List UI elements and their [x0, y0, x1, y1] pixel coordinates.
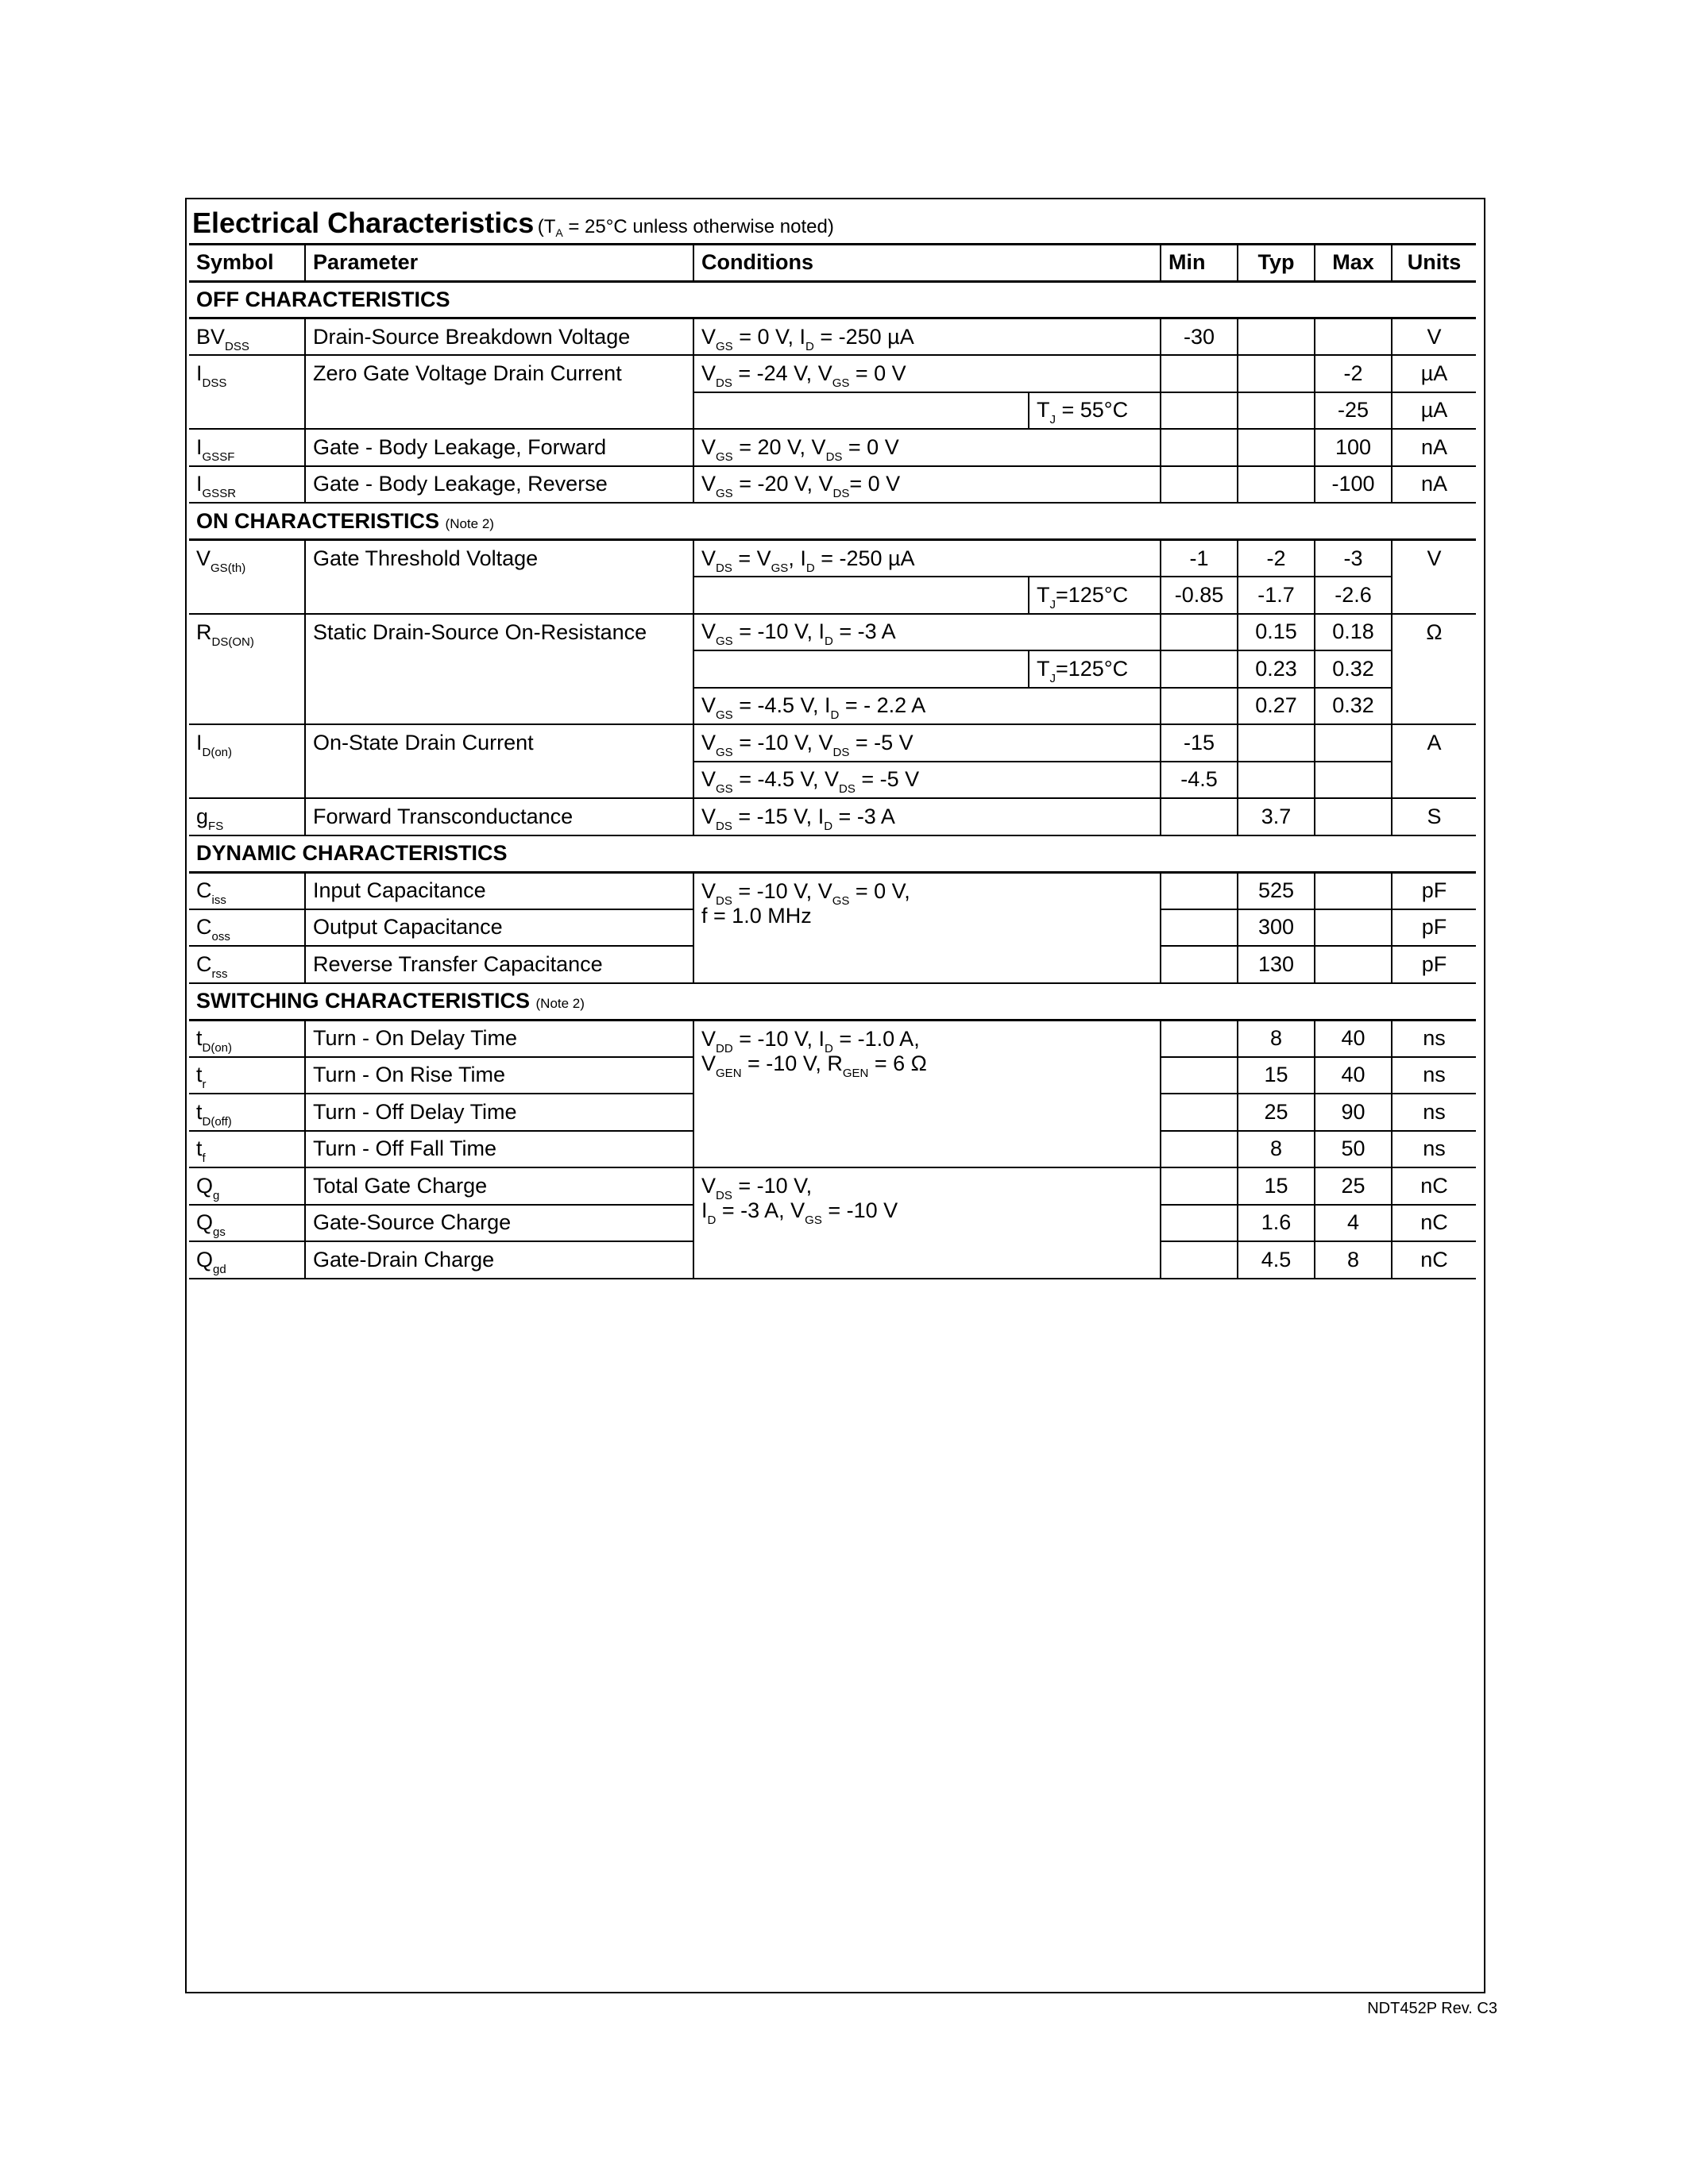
typ-cell: 0.15 [1238, 614, 1315, 651]
units-cell: ns [1392, 1057, 1476, 1094]
symbol-cell: $g_{FS}$ [189, 798, 305, 835]
typ-cell [1238, 429, 1315, 466]
table-row [189, 429, 1476, 466]
min-cell: -1 [1161, 540, 1238, 577]
table-row [189, 614, 1476, 651]
table-title [192, 203, 834, 243]
min-cell [1161, 650, 1238, 688]
header-min: Min [1161, 245, 1238, 282]
table-row [189, 318, 1476, 356]
symbol-cell: $t_r$ [189, 1057, 305, 1094]
section-row [189, 835, 1476, 873]
typ-cell [1238, 466, 1315, 504]
title-main: Electrical Characteristics [192, 206, 535, 239]
typ-cell: 130 [1238, 946, 1315, 983]
min-cell [1161, 614, 1238, 651]
table-row [189, 466, 1476, 504]
typ-cell [1238, 724, 1315, 762]
min-cell [1161, 1131, 1238, 1168]
symbol-cell: $C_{oss}$ [189, 909, 305, 947]
min-cell [1161, 909, 1238, 947]
section-row [189, 983, 1476, 1021]
max-cell: 90 [1315, 1094, 1392, 1131]
symbol-cell: $I_{GSSF}$ [189, 429, 305, 466]
condition-cell: $V_{GS} = -10$ V, $V_{DS} = -5$ V [693, 724, 1161, 762]
min-cell [1161, 466, 1238, 504]
parameter-cell: Gate-Source Charge [305, 1205, 693, 1242]
condition-line: $V_{DS} = -10$ V, [701, 1174, 813, 1202]
section-switching: SWITCHING CHARACTERISTICS (Note 2) [189, 983, 1476, 1021]
max-cell: 0.32 [1315, 650, 1392, 688]
units-cell: nA [1392, 466, 1476, 504]
units-cell: pF [1392, 872, 1476, 909]
symbol-cell: $Q_{gd}$ [189, 1241, 305, 1279]
typ-cell: 8 [1238, 1020, 1315, 1057]
symbol-cell: $t_{D(off)}$ [189, 1094, 305, 1131]
max-cell: -2 [1315, 355, 1392, 392]
typ-cell: 8 [1238, 1131, 1315, 1168]
max-cell [1315, 762, 1392, 799]
condition-cell: $V_{GS} = 0$ V, $I_D = -250$ µA [693, 318, 1161, 356]
symbol-cell: $t_f$ [189, 1131, 305, 1168]
condition-cell: $V_{DS} = V_{GS}$, $I_D = -250$ µA [693, 540, 1161, 577]
condition-line: $V_{GEN} = -10$ V, $R_{GEN} = 6$ Ω [701, 1051, 927, 1080]
parameter-cell: Forward Transconductance [305, 798, 693, 835]
typ-cell: 3.7 [1238, 798, 1315, 835]
parameter-cell: Turn - On Rise Time [305, 1057, 693, 1094]
table-row [189, 540, 1476, 577]
condition-line: f = 1.0 MHz [701, 903, 812, 928]
symbol-cell: $t_{D(on)}$ [189, 1020, 305, 1057]
table-row [189, 355, 1476, 392]
units-cell: nC [1392, 1205, 1476, 1242]
min-cell [1161, 1205, 1238, 1242]
table-row [189, 872, 1476, 909]
group-condition-cell [693, 872, 1161, 983]
max-cell: -100 [1315, 466, 1392, 504]
typ-cell: 25 [1238, 1094, 1315, 1131]
header-symbol: Symbol [189, 245, 305, 282]
parameter-cell: Total Gate Charge [305, 1167, 693, 1205]
condition-line: $V_{DD} = -10$ V, $I_D = -1.0$ A, [701, 1026, 920, 1055]
typ-cell: 525 [1238, 872, 1315, 909]
header-max: Max [1315, 245, 1392, 282]
symbol-cell: $I_{D(on)}$ [189, 724, 305, 798]
max-cell: 8 [1315, 1241, 1392, 1279]
min-cell [1161, 355, 1238, 392]
group-condition-cell [693, 1167, 1161, 1279]
typ-cell: 0.23 [1238, 650, 1315, 688]
typ-cell: 15 [1238, 1057, 1315, 1094]
max-cell [1315, 946, 1392, 983]
condition-spacer [693, 650, 1029, 688]
units-cell: V [1392, 540, 1476, 614]
parameter-cell: Turn - Off Delay Time [305, 1094, 693, 1131]
units-cell: nC [1392, 1167, 1476, 1205]
tj-condition-cell: $T_J=125^\circ C$ [1029, 577, 1161, 614]
parameter-cell: Gate-Drain Charge [305, 1241, 693, 1279]
max-cell [1315, 724, 1392, 762]
max-cell [1315, 798, 1392, 835]
typ-cell [1238, 318, 1315, 356]
condition-cell: $V_{GS} = -20$ V, $V_{DS}= 0$ V [693, 466, 1161, 504]
condition-cell: $V_{DS} = -24$ V, $V_{GS} = 0$ V [693, 355, 1161, 392]
min-cell: -0.85 [1161, 577, 1238, 614]
typ-cell [1238, 762, 1315, 799]
section-row [189, 281, 1476, 318]
min-cell [1161, 1057, 1238, 1094]
max-cell: 40 [1315, 1057, 1392, 1094]
max-cell [1315, 318, 1392, 356]
units-cell: nC [1392, 1241, 1476, 1279]
typ-cell: -1.7 [1238, 577, 1315, 614]
section-row [189, 503, 1476, 540]
condition-line: $V_{DS} = -10$ V, $V_{GS} = 0$ V, [701, 878, 910, 908]
typ-cell: -2 [1238, 540, 1315, 577]
max-cell: 4 [1315, 1205, 1392, 1242]
symbol-cell: $BV_{DSS}$ [189, 318, 305, 356]
condition-cell: $V_{DS} = -15$ V, $I_D = -3$ A [693, 798, 1161, 835]
max-cell: 100 [1315, 429, 1392, 466]
parameter-cell: Output Capacitance [305, 909, 693, 947]
header-units: Units [1392, 245, 1476, 282]
units-cell: pF [1392, 946, 1476, 983]
table-row [189, 798, 1476, 835]
min-cell [1161, 798, 1238, 835]
parameter-cell: Drain-Source Breakdown Voltage [305, 318, 693, 356]
min-cell: -4.5 [1161, 762, 1238, 799]
parameter-cell: Turn - On Delay Time [305, 1020, 693, 1057]
units-cell: pF [1392, 909, 1476, 947]
symbol-cell: $V_{GS(th)}$ [189, 540, 305, 614]
header-typ: Typ [1238, 245, 1315, 282]
parameter-cell: Zero Gate Voltage Drain Current [305, 355, 693, 429]
section-dynamic: DYNAMIC CHARACTERISTICS [189, 835, 1476, 873]
parameter-cell: Gate - Body Leakage, Forward [305, 429, 693, 466]
units-cell: nA [1392, 429, 1476, 466]
symbol-cell: $R_{DS(ON)}$ [189, 614, 305, 725]
group-condition-cell [693, 1020, 1161, 1167]
max-cell: 0.32 [1315, 688, 1392, 725]
typ-cell: 4.5 [1238, 1241, 1315, 1279]
max-cell [1315, 872, 1392, 909]
table-row [189, 1167, 1476, 1205]
condition-cell: $V_{GS} = 20$ V, $V_{DS} = 0$ V [693, 429, 1161, 466]
min-cell [1161, 1241, 1238, 1279]
max-cell: 25 [1315, 1167, 1392, 1205]
parameter-cell: Turn - Off Fall Time [305, 1131, 693, 1168]
symbol-cell: $C_{rss}$ [189, 946, 305, 983]
min-cell [1161, 872, 1238, 909]
min-cell [1161, 1020, 1238, 1057]
parameter-cell: Static Drain-Source On-Resistance [305, 614, 693, 725]
min-cell: -15 [1161, 724, 1238, 762]
electrical-characteristics-table [189, 243, 1476, 1279]
units-cell: Ω [1392, 614, 1476, 725]
max-cell: -2.6 [1315, 577, 1392, 614]
condition-cell: $V_{GS} = -4.5$ V, $I_D$ = - 2.2 A [693, 688, 1161, 725]
typ-cell: 15 [1238, 1167, 1315, 1205]
tj-condition-cell: $T_J = 55^\circ C$ [1029, 392, 1161, 430]
condition-cell: $V_{GS} = -10$ V, $I_D = -3$ A [693, 614, 1161, 651]
symbol-cell: $Q_g$ [189, 1167, 305, 1205]
symbol-cell: $I_{DSS}$ [189, 355, 305, 429]
min-cell [1161, 946, 1238, 983]
symbol-cell: $Q_{gs}$ [189, 1205, 305, 1242]
symbol-cell: $C_{iss}$ [189, 872, 305, 909]
units-cell: µA [1392, 392, 1476, 430]
min-cell [1161, 392, 1238, 430]
min-cell: -30 [1161, 318, 1238, 356]
min-cell [1161, 1094, 1238, 1131]
typ-cell: 0.27 [1238, 688, 1315, 725]
tj-condition-cell: $T_J=125^\circ C$ [1029, 650, 1161, 688]
min-cell [1161, 429, 1238, 466]
min-cell [1161, 688, 1238, 725]
units-cell: V [1392, 318, 1476, 356]
parameter-cell: Gate - Body Leakage, Reverse [305, 466, 693, 504]
max-cell: 40 [1315, 1020, 1392, 1057]
typ-cell [1238, 355, 1315, 392]
units-cell: S [1392, 798, 1476, 835]
condition-spacer [693, 392, 1029, 430]
header-parameter: Parameter [305, 245, 693, 282]
units-cell: ns [1392, 1131, 1476, 1168]
max-cell: -3 [1315, 540, 1392, 577]
section-off: OFF CHARACTERISTICS [189, 281, 1476, 318]
symbol-cell: $I_{GSSR}$ [189, 466, 305, 504]
max-cell: -25 [1315, 392, 1392, 430]
min-cell [1161, 1167, 1238, 1205]
parameter-cell: Reverse Transfer Capacitance [305, 946, 693, 983]
table-row [189, 724, 1476, 762]
units-cell: ns [1392, 1020, 1476, 1057]
parameter-cell: Gate Threshold Voltage [305, 540, 693, 614]
header-row [189, 245, 1476, 282]
units-cell: A [1392, 724, 1476, 798]
condition-line: $I_D = -3$ A, $V_{GS} = -10$ V [701, 1198, 898, 1227]
condition-spacer [693, 577, 1029, 614]
typ-cell: 1.6 [1238, 1205, 1315, 1242]
table-row [189, 1020, 1476, 1057]
max-cell: 50 [1315, 1131, 1392, 1168]
title-condition: ($T_A = 25^\circ C$ unless otherwise noted) [537, 216, 834, 239]
revision-footer: NDT452P Rev. C3 [1367, 2000, 1497, 2017]
parameter-cell: On-State Drain Current [305, 724, 693, 798]
max-cell: 0.18 [1315, 614, 1392, 651]
parameter-cell: Input Capacitance [305, 872, 693, 909]
units-cell: µA [1392, 355, 1476, 392]
max-cell [1315, 909, 1392, 947]
header-conditions: Conditions [693, 245, 1161, 282]
condition-cell: $V_{GS} = -4.5$ V, $V_{DS} = -5$ V [693, 762, 1161, 799]
units-cell: ns [1392, 1094, 1476, 1131]
typ-cell [1238, 392, 1315, 430]
typ-cell: 300 [1238, 909, 1315, 947]
section-on: ON CHARACTERISTICS (Note 2) [189, 503, 1476, 540]
